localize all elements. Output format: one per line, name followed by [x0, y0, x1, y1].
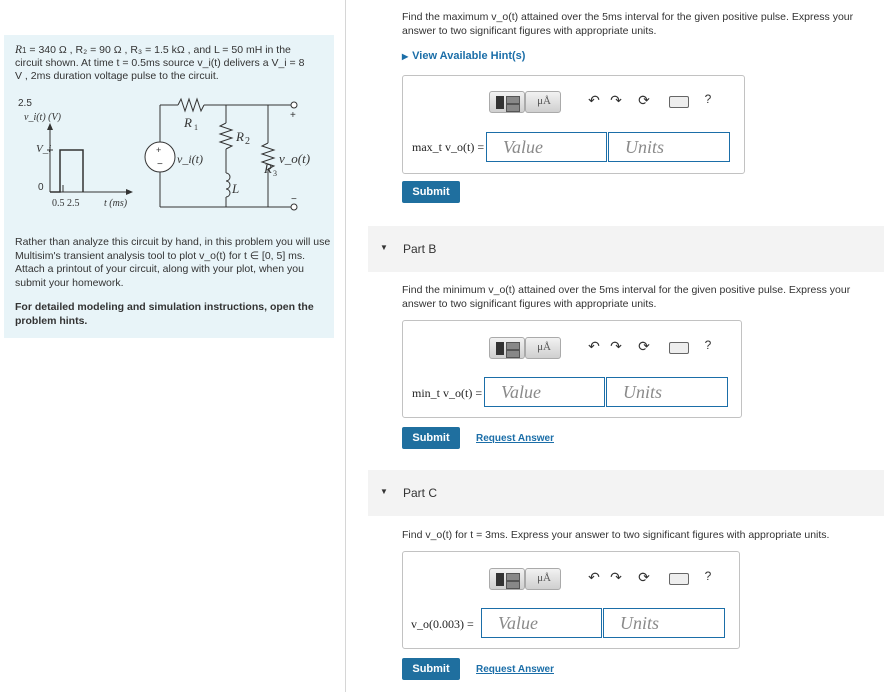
r1-sub: 1 [194, 123, 198, 132]
redo-icon[interactable]: ↷ [610, 338, 622, 354]
source-minus: − [157, 159, 163, 170]
part-c-request-answer-link[interactable]: Request Answer [476, 664, 554, 675]
part-c-units-input[interactable]: Units [603, 608, 725, 638]
part-c-submit-button[interactable]: Submit [402, 658, 460, 680]
part-b-units-input[interactable]: Units [606, 377, 728, 407]
help-icon[interactable]: ? [704, 569, 712, 583]
part-a-label: max_t v_o(t) = [412, 140, 485, 154]
part-c-question: Find v_o(t) for t = 3ms. Express your answer to two significant figures with appropriate units. [402, 529, 830, 541]
caret-right-icon: ▶ [402, 52, 409, 61]
plot-zero: 0 [38, 182, 44, 193]
keyboard-icon[interactable] [669, 573, 689, 585]
values-line-1: = 340 Ω , R₂ = 90 Ω , R₃ = 1.5 kΩ , and L = 50 mH in the [29, 44, 291, 56]
r3-sub: 3 [273, 169, 277, 178]
keyboard-icon[interactable] [669, 96, 689, 108]
values-line-3: V , 2ms duration voltage pulse to the circuit. [15, 70, 219, 82]
vo-label: v_o(t) [279, 151, 311, 166]
part-c-answer-box [402, 551, 740, 649]
r2-sub: 2 [245, 136, 250, 147]
r2-label: R [236, 129, 244, 144]
circuit-diagram [8, 95, 330, 217]
part-a-answer-box [402, 75, 745, 174]
column-divider [345, 0, 346, 692]
part-a-units-input[interactable]: Units [608, 132, 730, 162]
part-a-question: Find the maximum v_o(t) attained over the 5ms interval for the given positive pulse. Express your answer to two significant figures with appropriate units. [402, 11, 854, 37]
view-hints-link[interactable]: ▶ View Available Hint(s) [402, 50, 526, 62]
reset-icon[interactable]: ⟳ [638, 92, 650, 108]
templates-icon[interactable] [489, 568, 525, 590]
units-icon[interactable]: μÅ [525, 337, 561, 359]
r3-label: R [264, 161, 272, 176]
plot-x-label: t (ms) [104, 198, 128, 209]
part-a-value-input[interactable]: Value [486, 132, 607, 162]
part-b-header[interactable]: ▼ Part B [368, 226, 884, 272]
part-b-submit-button[interactable]: Submit [402, 427, 460, 449]
help-icon[interactable]: ? [704, 92, 712, 106]
problem-statement: R1 = 340 Ω , R₂ = 90 Ω , R₃ = 1.5 kΩ , and L = 50 mH in the circuit shown. At time t = 0.5ms source v_i(t) delivers a V_i = 8 V , 2ms duration voltage pulse to the circuit. [15, 44, 333, 83]
source-plus: + [156, 145, 162, 155]
part-a-submit-button[interactable]: Submit [402, 181, 460, 203]
terminal-plus: + [290, 110, 296, 121]
plot-y-top: 2.5 [18, 98, 32, 109]
plot-y-label: v_i(t) (V) [24, 112, 61, 123]
multisim-instructions: Rather than analyze this circuit by hand, in this problem you will use Multisim's transient analysis tool to plot v_o(t) for t ∈ [0, 5] ms. Attach a printout of your circuit, along with your plot, when you submit your homework. [15, 236, 331, 289]
redo-icon[interactable]: ↷ [610, 92, 622, 108]
templates-icon[interactable] [489, 91, 525, 113]
part-b-toolbar [489, 337, 729, 359]
l-label: L [232, 181, 240, 196]
part-b-question: Find the minimum v_o(t) attained over the 5ms interval for the given positive pulse. Express your answer to two significant figures with appropriate units. [402, 284, 851, 310]
part-c-toolbar [489, 568, 729, 590]
caret-down-icon: ▼ [380, 243, 388, 252]
part-b-request-answer-link[interactable]: Request Answer [476, 433, 554, 444]
templates-icon[interactable] [489, 337, 525, 359]
part-c-header[interactable]: ▼ Part C [368, 470, 884, 516]
reset-icon[interactable]: ⟳ [638, 338, 650, 354]
plot-vi-label: V_i [36, 143, 52, 155]
hint-instructions: For detailed modeling and simulation instructions, open the problem hints. [15, 301, 314, 327]
help-icon[interactable]: ? [704, 338, 712, 352]
r1-label: R [184, 115, 192, 130]
terminal-minus: − [291, 194, 297, 205]
undo-icon[interactable]: ↶ [588, 92, 600, 108]
part-c-label: v_o(0.003) = [411, 617, 474, 631]
part-a-toolbar [489, 91, 729, 113]
source-label: v_i(t) [177, 152, 203, 166]
units-icon[interactable]: μÅ [525, 568, 561, 590]
part-c-value-input[interactable]: Value [481, 608, 602, 638]
problem-panel [4, 35, 334, 338]
undo-icon[interactable]: ↶ [588, 338, 600, 354]
undo-icon[interactable]: ↶ [588, 569, 600, 585]
part-b-answer-box [402, 320, 742, 418]
caret-down-icon: ▼ [380, 487, 388, 496]
reset-icon[interactable]: ⟳ [638, 569, 650, 585]
keyboard-icon[interactable] [669, 342, 689, 354]
r1-symbol: R [15, 44, 23, 56]
redo-icon[interactable]: ↷ [610, 569, 622, 585]
values-line-2: circuit shown. At time t = 0.5ms source v_i(t) delivers a V_i = 8 [15, 57, 305, 69]
part-b-label: min_t v_o(t) = [412, 386, 483, 400]
units-icon[interactable]: μÅ [525, 91, 561, 113]
plot-x-ticks: 0.5 2.5 [52, 198, 80, 209]
part-b-value-input[interactable]: Value [484, 377, 605, 407]
